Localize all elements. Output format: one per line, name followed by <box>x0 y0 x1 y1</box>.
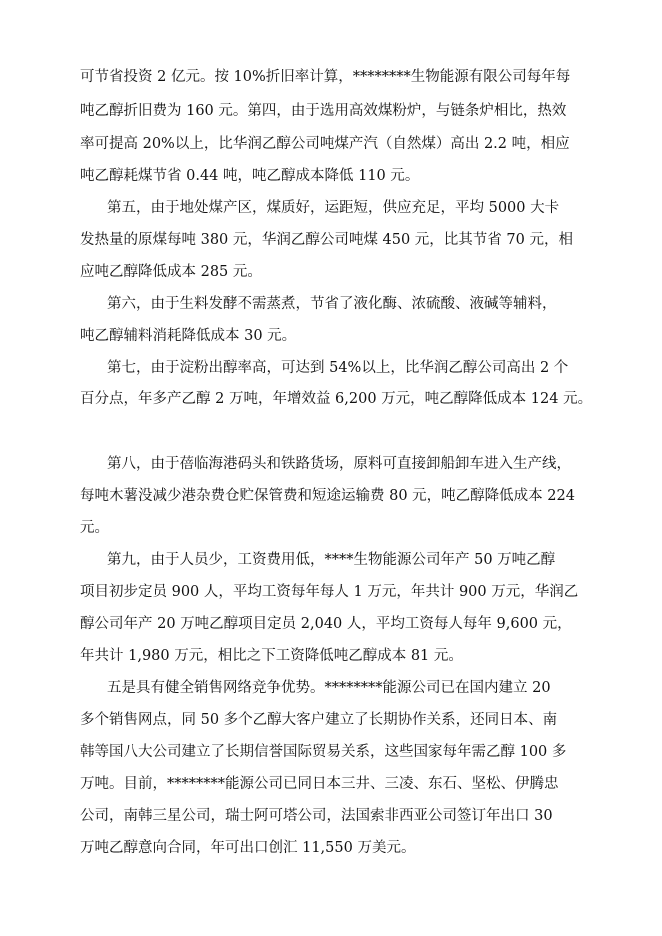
text-line: 率可提高 20%以上，比华润乙醇公司吨煤产汽（自然煤）高出 2.2 吨，相应 <box>80 136 570 152</box>
text-line: 万吨乙醇意向合同，年可出口创汇 11,550 万美元。 <box>80 840 416 856</box>
paragraph-start-line: 第七，由于淀粉出醇率高，可达到 54%以上，比华润乙醇公司高出 2 个 <box>107 360 569 376</box>
text-line: 多个销售网点，同 50 多个乙醇大客户建立了长期协作关系，还同日本、南 <box>80 712 558 728</box>
text-line: 元。 <box>80 520 109 536</box>
paragraph-start-line: 五是具有健全销售网络竞争优势。********能源公司已在国内建立 20 <box>107 680 551 696</box>
paragraph-start-line: 第八，由于蓓临海港码头和铁路货场，原料可直接卸船卸车进入生产线， <box>107 456 571 472</box>
text-line: 吨乙醇折旧费为 160 元。第四，由于选用高效煤粉炉，与链条炉相比，热效 <box>80 103 567 119</box>
text-line: 每吨木薯没减少港杂费仓贮保管费和短途运输费 80 元，吨乙醇降低成本 224 <box>80 488 575 504</box>
text-line: 可节省投资 2 亿元。按 10%折旧率计算，********生物能源有限公司每年每 <box>80 69 571 85</box>
text-line: 项目初步定员 900 人，平均工资每年每人 1 万元，年共计 900 万元，华润乙 <box>80 584 579 600</box>
text-line: 吨乙醇辅料消耗降低成本 30 元。 <box>80 328 297 344</box>
paragraph-start-line: 第五，由于地处煤产区，煤质好，运距短，供应充足，平均 5000 大卡 <box>107 200 560 216</box>
text-line: 应吨乙醇降低成本 285 元。 <box>80 264 262 280</box>
text-line: 年共计 1,980 万元，相比之下工资降低吨乙醇成本 81 元。 <box>80 648 463 664</box>
text-line: 发热量的原煤每吨 380 元，华润乙醇公司吨煤 450 元，比其节省 70 元，相 <box>80 232 573 248</box>
text-line: 万吨。目前，********能源公司已同日本三井、三凌、东石、坚松、伊腾忠 <box>80 776 559 792</box>
paragraph-start-line: 第六，由于生料发酵不需蒸煮，节省了液化酶、浓硫酸、液碱等辅料， <box>107 296 557 312</box>
text-line: 公司，南韩三星公司，瑞士阿可塔公司，法国索非西亚公司签订年出口 30 <box>80 808 553 824</box>
text-line: 韩等国八大公司建立了长期信誉国际贸易关系，这些国家每年需乙醇 100 多 <box>80 744 567 760</box>
text-line: 吨乙醇耗煤节省 0.44 吨，吨乙醇成本降低 110 元。 <box>80 168 420 184</box>
text-line: 百分点，年多产乙醇 2 万吨，年增效益 6,200 万元，吨乙醇降低成本 124 元。 <box>80 391 593 407</box>
text-line: 醇公司年产 20 万吨乙醇项目定员 2,040 人，平均工资每人每年 9,600 元， <box>80 616 572 632</box>
paragraph-start-line: 第九，由于人员少，工资费用低，****生物能源公司年产 50 万吨乙醇 <box>107 552 556 568</box>
